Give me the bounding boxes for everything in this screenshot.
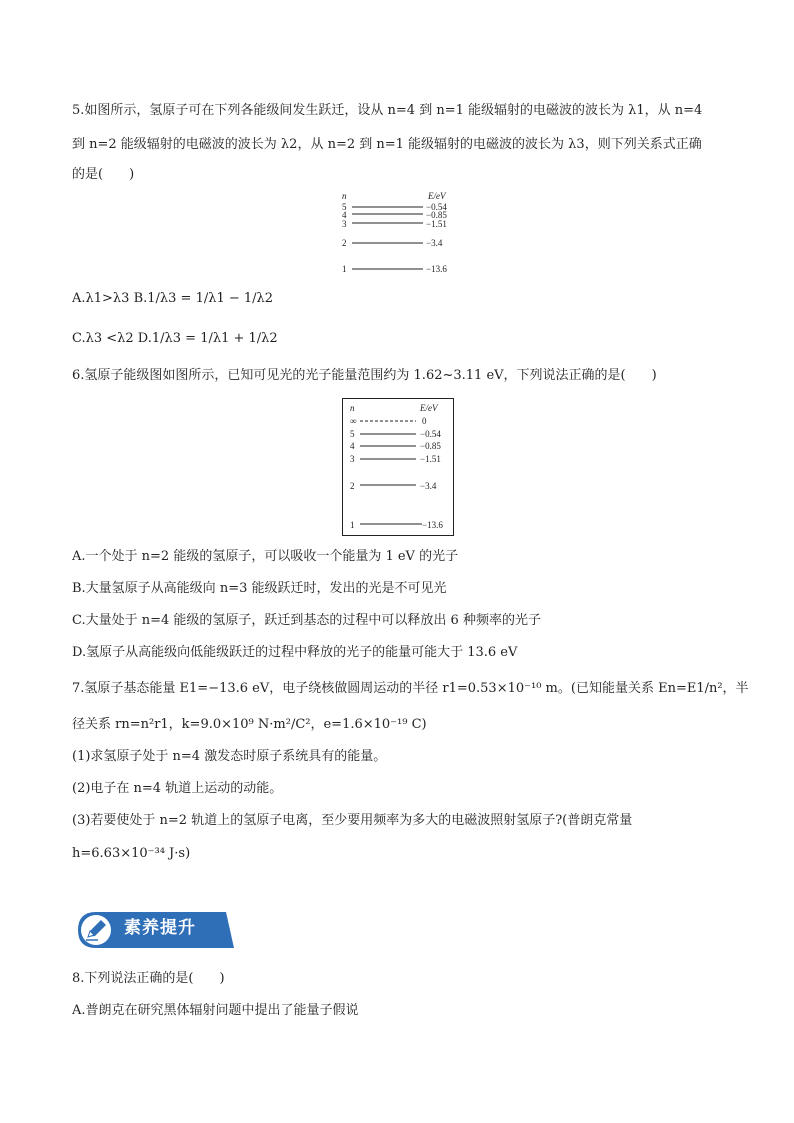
q6-option-b: B.大量氢原子从高能级向 n=3 能级跃迁时，发出的光是不可见光: [72, 581, 447, 596]
q6-diagram-frame: [343, 399, 454, 536]
q6-level-e: −0.85: [420, 441, 441, 451]
q5-stem-line2: 到 n=2 能级辐射的电磁波的波长为 λ2，从 n=2 到 n=1 能级辐射的电磁波的波长为 λ3，则下列关系式正确: [72, 137, 702, 152]
section-banner-title: 素养提升: [124, 918, 196, 938]
q6-level-e: −13.6: [422, 520, 443, 530]
q8-stem: 8.下列说法正确的是( ): [72, 971, 225, 986]
q6-level-n: ∞: [350, 416, 357, 426]
q6-n-header: n: [350, 403, 355, 413]
q5-level-e: −1.51: [426, 219, 447, 229]
q6-level-n: 3: [350, 454, 355, 464]
q6-option-a: A.一个处于 n=2 能级的氢原子，可以吸收一个能量为 1 eV 的光子: [72, 549, 459, 564]
q6-e-header: E/eV: [420, 403, 438, 413]
q6-level-n: 2: [350, 481, 355, 491]
q6-level-row: [350, 520, 443, 530]
q6-level-row: [350, 429, 441, 439]
q5-n-header: n: [342, 191, 347, 201]
q6-option-d: D.氢原子从高能级向低能级跃迁的过程中释放的光子的能量可能大于 13.6 eV: [72, 645, 518, 660]
q5-level-n: 2: [342, 238, 347, 248]
q5-level-e: −13.6: [426, 264, 447, 274]
q6-level-e: −0.54: [420, 429, 441, 439]
q5-level-row: [342, 238, 443, 248]
q6-level-row: [350, 454, 441, 464]
q6-level-row: [350, 416, 427, 426]
q6-option-c: C.大量处于 n=4 能级的氢原子，跃迁到基态的过程中可以释放出 6 种频率的光子: [72, 613, 541, 628]
q6-energy-level-diagram: [342, 398, 454, 536]
q5-level-e: −0.85: [426, 210, 447, 220]
q5-level-row: [342, 264, 447, 274]
q7-stem-line2: 径关系 rn=n²r1，k=9.0×10⁹ N·m²/C²，e=1.6×10⁻¹⁹ C): [72, 717, 427, 732]
q5-stem-line3: 的是( ): [72, 167, 135, 182]
q5-options-ab: A.λ1>λ3 B.1/λ3 = 1/λ1 − 1/λ2: [72, 291, 274, 306]
q5-level-e: −0.54: [426, 202, 447, 212]
q5-energy-level-diagram: [336, 190, 466, 280]
q6-level-e: −3.4: [420, 481, 437, 491]
q5-e-header: E/eV: [428, 191, 446, 201]
q6-level-n: 4: [350, 441, 355, 451]
q6-level-n: 5: [350, 429, 355, 439]
q6-stem: 6.氢原子能级图如图所示，已知可见光的光子能量范围约为 1.62~3.11 eV，下列说法正确的是( ): [72, 368, 657, 383]
q6-level-row: [350, 481, 437, 491]
q5-options-cd: C.λ3 <λ2 D.1/λ3 = 1/λ1 + 1/λ2: [72, 331, 278, 346]
q7-sub1: (1)求氢原子处于 n=4 激发态时原子系统具有的能量。: [72, 749, 387, 764]
q5-level-e: −3.4: [426, 238, 443, 248]
q6-level-row: [350, 441, 441, 451]
q5-level-n: 4: [342, 210, 347, 220]
q7-sub2: (2)电子在 n=4 轨道上运动的动能。: [72, 781, 283, 796]
q5-level-row: [342, 219, 447, 229]
q6-level-n: 1: [350, 520, 355, 530]
q6-level-e: 0: [422, 416, 427, 426]
q7-stem-line1: 7.氢原子基态能量 E1=−13.6 eV，电子绕核做圆周运动的半径 r1=0.53×10⁻¹⁰ m。(已知能量关系 En=E1/n²，半: [72, 681, 749, 696]
q8-option-a: A.普朗克在研究黑体辐射问题中提出了能量子假说: [72, 1003, 359, 1018]
q5-stem-line1: 5.如图所示，氢原子可在下列各能级间发生跃迁，设从 n=4 到 n=1 能级辐射的电磁波的波长为 λ1，从 n=4: [72, 103, 703, 118]
q6-level-e: −1.51: [420, 454, 441, 464]
q5-level-n: 1: [342, 264, 347, 274]
q7-sub3-cont: h=6.63×10⁻³⁴ J·s): [72, 846, 191, 861]
q7-sub3: (3)若要使处于 n=2 轨道上的氢原子电离，至少要用频率为多大的电磁波照射氢原子?(普朗克常量: [72, 813, 633, 828]
q5-level-n: 3: [342, 219, 347, 229]
q5-level-n: 5: [342, 202, 347, 212]
